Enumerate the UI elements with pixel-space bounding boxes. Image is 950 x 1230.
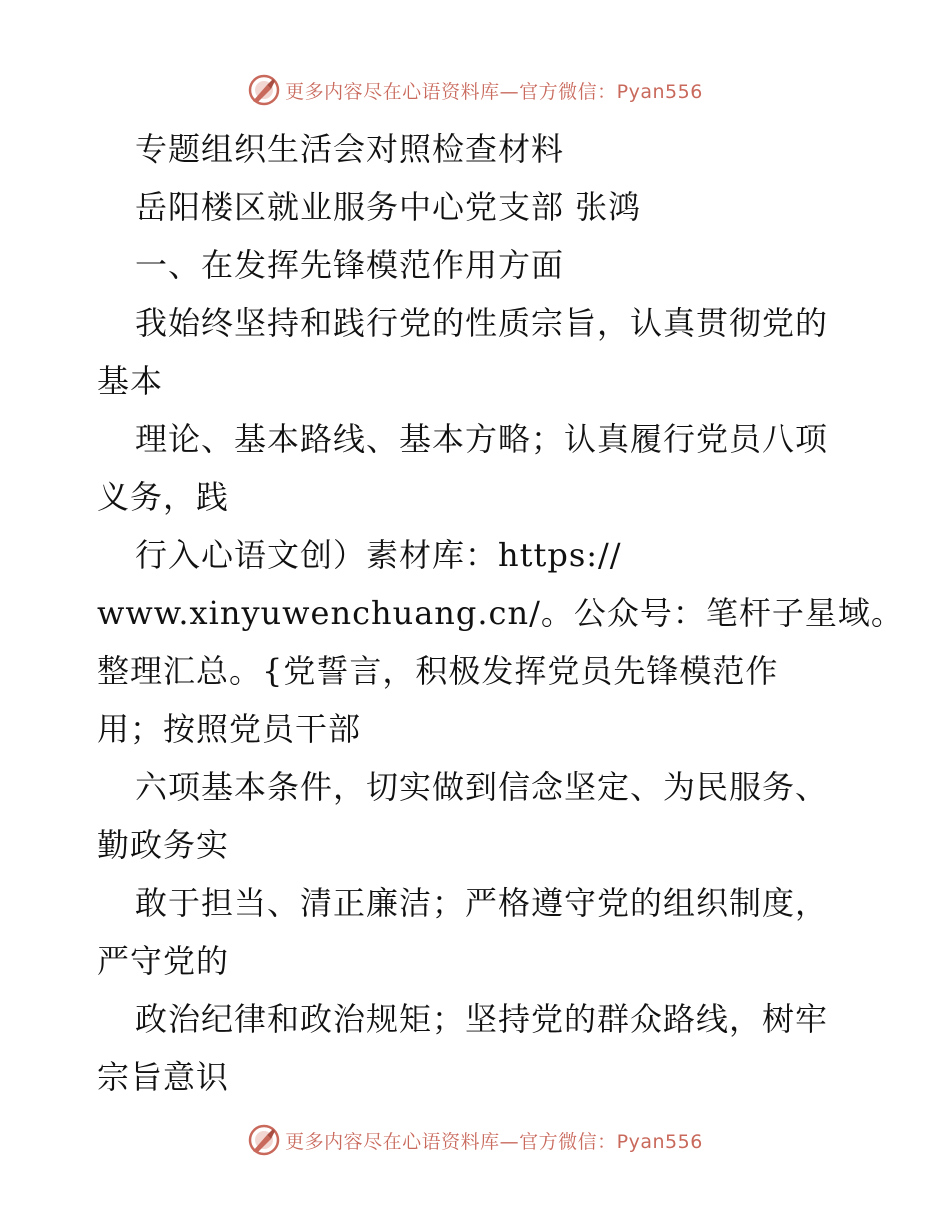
document-line: 理论、基本路线、基本方略；认真履行党员八项 bbox=[135, 420, 829, 458]
document-line: 一、在发挥先锋模范作用方面 bbox=[135, 246, 565, 284]
document-line: 行入心语文创）素材库：https:// bbox=[135, 536, 622, 574]
document-line: 基本 bbox=[97, 362, 164, 400]
document-body bbox=[97, 120, 904, 1106]
pen-nib-logo-icon bbox=[247, 1123, 281, 1157]
document-line: 专题组织生活会对照检查材料 bbox=[135, 130, 565, 168]
document-line: 勤政务实 bbox=[97, 826, 230, 864]
document-line: 敢于担当、清正廉洁；严格遵守党的组织制度， bbox=[135, 884, 829, 922]
document-line: 宗旨意识 bbox=[97, 1058, 230, 1096]
watermark-text: 更多内容尽在心语资料库—官方微信：Pyan556 bbox=[285, 1130, 703, 1153]
footer-watermark bbox=[0, 1120, 950, 1160]
document-line: 我始终坚持和践行党的性质宗旨，认真贯彻党的 bbox=[135, 304, 829, 342]
document-line: 政治纪律和政治规矩；坚持党的群众路线，树牢 bbox=[135, 1000, 829, 1038]
header-watermark bbox=[0, 70, 950, 110]
document-line: 严守党的 bbox=[97, 942, 230, 980]
document-line: 岳阳楼区就业服务中心党支部 张鸿 bbox=[135, 188, 642, 226]
document-line: 义务，践 bbox=[97, 478, 230, 516]
pen-nib-logo-icon bbox=[247, 73, 281, 107]
document-line: www.xinyuwenchuang.cn/。公众号：笔杆子星域。 bbox=[97, 594, 904, 632]
document-line: 整理汇总。{党誓言，积极发挥党员先锋模范作 bbox=[97, 652, 779, 690]
document-line: 用；按照党员干部 bbox=[97, 710, 362, 748]
document-line: 六项基本条件，切实做到信念坚定、为民服务、 bbox=[135, 768, 829, 806]
watermark-text: 更多内容尽在心语资料库—官方微信：Pyan556 bbox=[285, 80, 703, 103]
